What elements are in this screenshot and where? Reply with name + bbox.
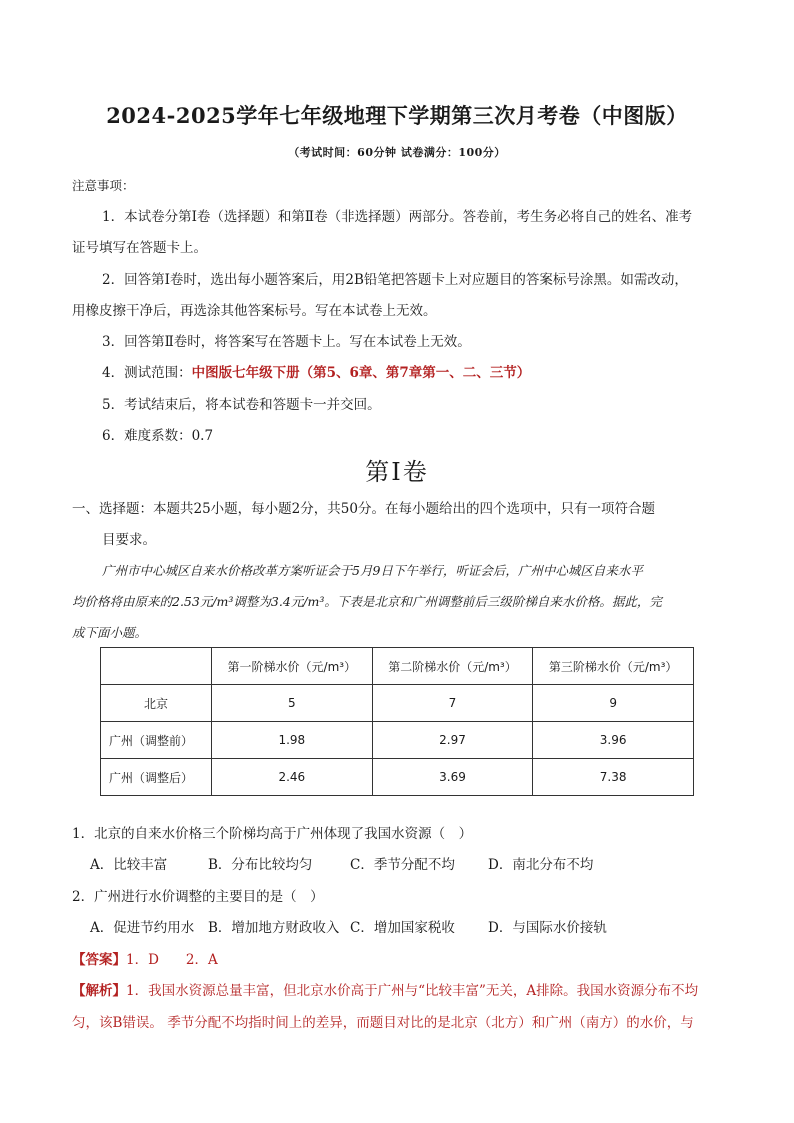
table-header-cell: [101, 648, 212, 685]
answer-line: [72, 948, 218, 968]
notice-item-5: 5．考试结束后，将本试卷和答题卡一并交回。: [102, 397, 381, 413]
notice-item-1: 1．本试卷分第Ⅰ卷（选择题）和第Ⅱ卷（非选择题）两部分。答卷前，考生务必将自己的姓名、准考: [102, 209, 693, 225]
table-cell: 1.98: [212, 722, 373, 759]
table-header-cell: 第二阶梯水价（元/m³）: [372, 648, 533, 685]
passage-line-1: 广州市中心城区自来水价格改革方案听证会于5月9日下午举行，听证会后，广州中心城区自来水平: [102, 563, 643, 578]
question-2-options: [90, 916, 607, 936]
passage-line-2: 均价格将由原来的2.53元/m³调整为3.4元/m³。下表是北京和广州调整前后三级阶梯自来水价格。据此，完: [72, 594, 662, 609]
question-1-options: [90, 853, 593, 873]
notice-heading: 注意事项：: [72, 178, 135, 193]
section-instructions-cont: 目要求。: [102, 532, 156, 548]
table-cell: 9: [533, 685, 694, 722]
notice-item-3: 3．回答第Ⅱ卷时，将答案写在答题卡上。写在本试卷上无效。: [102, 334, 471, 350]
page-title: 2024-2025学年七年级地理下学期第三次月考卷（中图版）: [106, 103, 688, 128]
table-header-cell: 第三阶梯水价（元/m³）: [533, 648, 694, 685]
question-2-stem: 2．广州进行水价调整的主要目的是（ ）: [72, 889, 324, 905]
analysis-line-1: [72, 979, 698, 999]
table-row: [101, 685, 694, 722]
option-a: A．比较丰富: [90, 857, 168, 873]
water-price-table: [100, 647, 694, 796]
table-row: [101, 722, 694, 759]
notice-item-1-cont: 证号填写在答题卡上。: [72, 240, 207, 256]
table-cell: 3.69: [372, 759, 533, 796]
passage-line-3: 成下面小题。: [72, 625, 148, 640]
answer-label: 【答案】: [72, 952, 126, 968]
table-cell: 7.38: [533, 759, 694, 796]
option-b: B．分布比较均匀: [208, 857, 313, 873]
question-1-stem: 1．北京的自来水价格三个阶梯均高于广州体现了我国水资源（ ）: [72, 826, 473, 842]
option-d: D．南北分布不均: [488, 857, 594, 873]
notice-item-2: 2．回答第Ⅰ卷时，选出每小题答案后，用2B铅笔把答题卡上对应题目的答案标号涂黑。如需改动，: [102, 272, 688, 288]
notice-item-4: [102, 361, 530, 381]
table-cell: 2.97: [372, 722, 533, 759]
exam-info: （考试时间：60分钟 试卷满分：100分）: [288, 146, 506, 159]
option-d: D．与国际水价接轨: [488, 920, 607, 936]
analysis-line-2: 匀，该B错误。 季节分配不均指时间上的差异，而题目对比的是北京（北方）和广州（南方）的水价，与: [72, 1015, 694, 1031]
table-cell: 5: [212, 685, 373, 722]
option-a: A．促进节约用水: [90, 920, 195, 936]
table-header-cell: 第一阶梯水价（元/m³）: [212, 648, 373, 685]
table-cell: 广州（调整后）: [101, 759, 212, 796]
section-instructions: 一、选择题：本题共25小题，每小题2分，共50分。在每小题给出的四个选项中，只有一项符合题: [72, 501, 655, 517]
table-cell: 3.96: [533, 722, 694, 759]
table-row: [101, 759, 694, 796]
table-cell: 北京: [101, 685, 212, 722]
table-header-row: [101, 648, 694, 685]
analysis-text: 1．我国水资源总量丰富，但北京水价高于广州与“比较丰富”无关，A排除。我国水资源分布不均: [126, 983, 699, 999]
option-c: C．季节分配不均: [350, 857, 455, 873]
option-b: B．增加地方财政收入: [208, 920, 340, 936]
table-cell: 2.46: [212, 759, 373, 796]
notice-item-2-cont: 用橡皮擦干净后，再选涂其他答案标号。写在本试卷上无效。: [72, 303, 437, 319]
notice-item-6: 6．难度系数：0.7: [102, 428, 214, 444]
scope-value: 中图版七年级下册（第5、6章、第7章第一、二、三节）: [191, 365, 531, 381]
scope-label: 4．测试范围：: [102, 365, 192, 381]
analysis-label: 【解析】: [72, 983, 126, 999]
option-c: C．增加国家税收: [350, 920, 455, 936]
table-cell: 7: [372, 685, 533, 722]
answer-text: 1．D 2．A: [126, 952, 218, 968]
section-title: 第Ⅰ卷: [365, 458, 429, 486]
table-cell: 广州（调整前）: [101, 722, 212, 759]
